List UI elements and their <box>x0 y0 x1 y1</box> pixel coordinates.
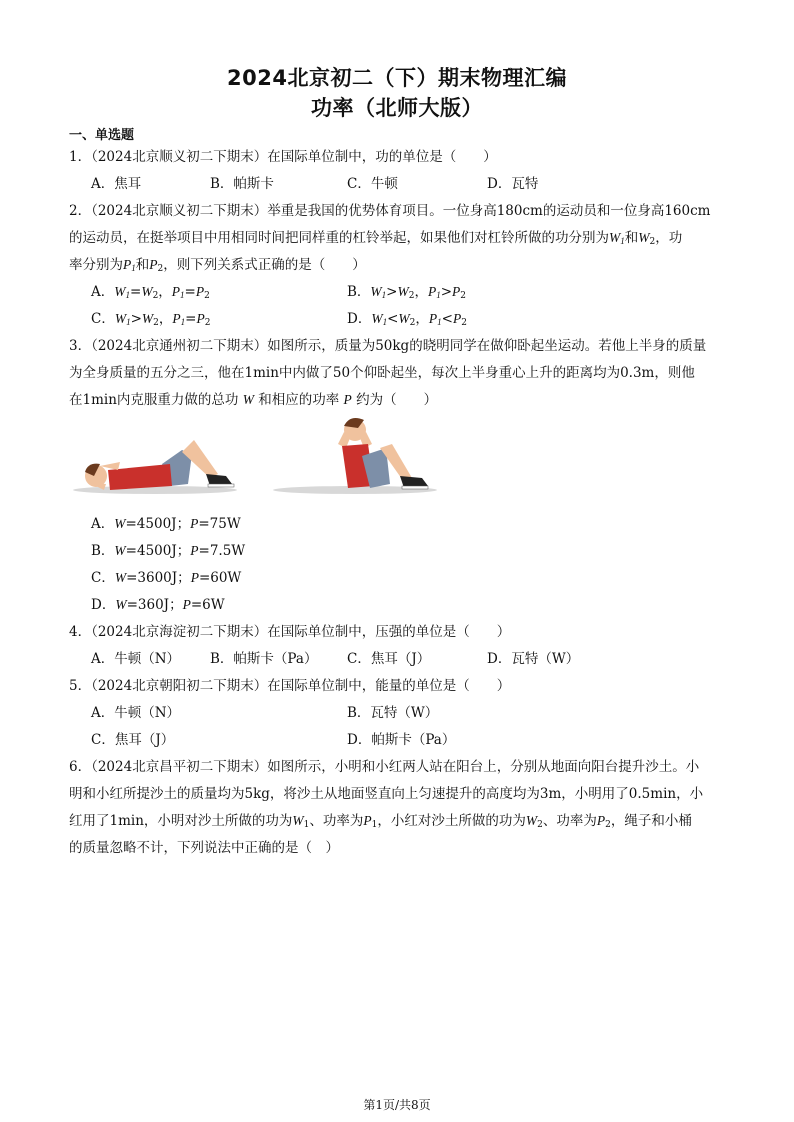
q5-option-a: A．牛顿（N） <box>91 705 181 721</box>
lying-figure <box>73 440 237 494</box>
q1-option-a: A．焦耳 <box>91 176 142 192</box>
question-2-line-3: 率分别为$P_1$和$P_2$，则下列关系式正确的是（ ） <box>69 257 366 274</box>
q2-option-c: C．$W_1>W_2$，$P_1=P_2$ <box>91 311 211 328</box>
q1-option-b: B．帕斯卡 <box>210 176 274 192</box>
page-number: 第1页/共8页 <box>363 1098 431 1112</box>
question-1-stem: 1．（2024北京顺义初二下期末）在国际单位制中，功的单位是（ ） <box>69 149 497 165</box>
q3-option-b: B．W=4500J；P=7.5W <box>91 543 246 559</box>
question-6-line-4: 的质量忽略不计，下列说法中正确的是（ ） <box>69 840 339 856</box>
question-5-stem: 5．（2024北京朝阳初二下期末）在国际单位制中，能量的单位是（ ） <box>69 678 511 694</box>
question-3-line-3: 在1min内克服重力做的总功 W 和相应的功率 P 约为（ ） <box>69 392 438 408</box>
q1-option-d: D．瓦特 <box>487 176 539 192</box>
question-2-line-1: 2．（2024北京顺义初二下期末）举重是我国的优势体育项目。一位身高180cm的运动员和一位身高160cm <box>69 203 711 219</box>
q3-option-d: D．W=360J；P=6W <box>91 597 225 613</box>
document-subtitle: 功率（北师大版） <box>311 96 483 120</box>
q3-option-a: A．W=4500J；P=75W <box>91 516 241 532</box>
q5-option-d: D．帕斯卡（Pa） <box>347 732 456 748</box>
question-6-line-1: 6．（2024北京昌平初二下期末）如图所示，小明和小红两人站在阳台上，分别从地面向阳台提升沙土。小 <box>69 759 700 775</box>
sitting-figure <box>273 418 437 494</box>
q4-option-b: B．帕斯卡（Pa） <box>210 651 318 667</box>
q4-option-d: D．瓦特（W） <box>487 651 580 667</box>
document-title: 2024北京初二（下）期末物理汇编 <box>227 66 567 90</box>
q5-option-c: C．焦耳（J） <box>91 732 175 748</box>
q4-option-c: C．焦耳（J） <box>347 651 431 667</box>
q3-option-c: C．W=3600J；P=60W <box>91 570 242 586</box>
q2-option-d: D．$W_1<W_2$，$P_1<P_2$ <box>347 311 467 328</box>
question-3-line-1: 3．（2024北京通州初二下期末）如图所示，质量为50kg的晓明同学在做仰卧起坐运动。若他上半身的质量 <box>69 338 707 354</box>
question-6-line-2: 明和小红所提沙土的质量均为5kg，将沙土从地面竖直向上匀速提升的高度均为3m，小明用了0.5min，小 <box>69 786 704 802</box>
q4-option-a: A．牛顿（N） <box>91 651 181 667</box>
question-2-line-2: 的运动员，在挺举项目中用相同时间把同样重的杠铃举起，如果他们对杠铃所做的功分别为$W_1$和$W_2$，功 <box>69 230 683 247</box>
q2-option-a: A．$W_1=W_2$，$P_1=P_2$ <box>91 284 210 301</box>
question-3-line-2: 为全身质量的五分之三，他在1min中内做了50个仰卧起坐，每次上半身重心上升的距离均为0.3m，则他 <box>69 365 695 381</box>
situp-illustration <box>70 412 440 498</box>
section-heading: 一、单选题 <box>69 128 135 143</box>
question-6-line-3: 红用了1min，小明对沙土所做的功为$W_1$、功率为$P_1$，小红对沙土所做的功为$W_2$、功率为$P_2$，绳子和小桶 <box>69 813 692 830</box>
q1-option-c: C．牛顿 <box>347 176 398 192</box>
question-4-stem: 4．（2024北京海淀初二下期末）在国际单位制中，压强的单位是（ ） <box>69 624 511 640</box>
q2-option-b: B．$W_1>W_2$，$P_1>P_2$ <box>347 284 467 301</box>
q5-option-b: B．瓦特（W） <box>347 705 439 721</box>
